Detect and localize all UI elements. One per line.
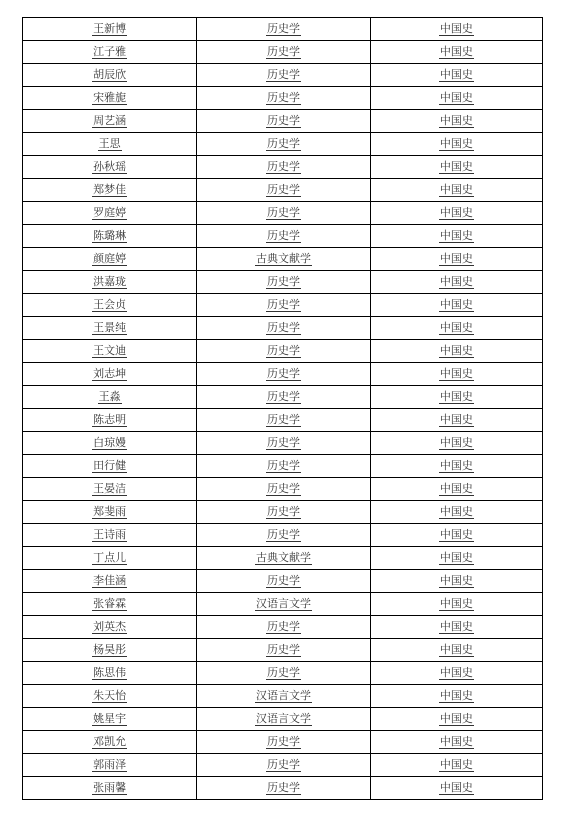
major-cell: [197, 570, 370, 593]
cell-text: 王文迪: [93, 344, 127, 357]
cell-text: 中国史: [439, 206, 473, 219]
student-name-cell: [23, 501, 197, 524]
table-row: [23, 570, 543, 593]
cell-text: 历史学: [266, 275, 300, 288]
table-row: [23, 616, 543, 639]
student-name-cell: [23, 133, 197, 156]
cell-text: 中国史: [439, 321, 473, 334]
major-cell: [197, 524, 370, 547]
major-cell: [197, 662, 370, 685]
cell-text: 历史学: [266, 45, 300, 58]
student-name-cell: [23, 662, 197, 685]
cell-text: 历史学: [266, 459, 300, 472]
table-row: [23, 777, 543, 800]
cell-text: 中国史: [439, 367, 473, 380]
table-row: [23, 501, 543, 524]
cell-text: 历史学: [266, 367, 300, 380]
major-cell: [197, 731, 370, 754]
major-cell: [197, 110, 370, 133]
major-cell: [197, 777, 370, 800]
subject-cell: [370, 524, 542, 547]
major-cell: [197, 432, 370, 455]
subject-cell: [370, 87, 542, 110]
subject-cell: [370, 547, 542, 570]
cell-text: 历史学: [266, 344, 300, 357]
student-name-cell: [23, 87, 197, 110]
table-row: [23, 271, 543, 294]
table-row: [23, 294, 543, 317]
student-name-cell: [23, 616, 197, 639]
cell-text: 中国史: [439, 298, 473, 311]
subject-cell: [370, 777, 542, 800]
student-name-cell: [23, 294, 197, 317]
subject-cell: [370, 363, 542, 386]
table-row: [23, 317, 543, 340]
subject-cell: [370, 64, 542, 87]
cell-text: 中国史: [439, 91, 473, 104]
table-row: [23, 662, 543, 685]
major-cell: [197, 225, 370, 248]
subject-cell: [370, 41, 542, 64]
table-row: [23, 156, 543, 179]
student-name-cell: [23, 570, 197, 593]
table-row: [23, 110, 543, 133]
subject-cell: [370, 616, 542, 639]
cell-text: 历史学: [266, 68, 300, 81]
cell-text: 历史学: [266, 114, 300, 127]
table-row: [23, 248, 543, 271]
cell-text: 郑梦佳: [93, 183, 127, 196]
cell-text: 中国史: [439, 643, 473, 656]
student-name-cell: [23, 317, 197, 340]
cell-text: 历史学: [266, 22, 300, 35]
cell-text: 张睿霖: [93, 597, 127, 610]
cell-text: 中国史: [439, 551, 473, 564]
student-name-cell: [23, 64, 197, 87]
table-row: [23, 754, 543, 777]
table-row: [23, 409, 543, 432]
cell-text: 王新博: [93, 22, 127, 35]
subject-cell: [370, 294, 542, 317]
table-row: [23, 478, 543, 501]
cell-text: 历史学: [266, 390, 300, 403]
cell-text: 历史学: [266, 574, 300, 587]
table-row: [23, 225, 543, 248]
cell-text: 朱天怡: [93, 689, 127, 702]
subject-cell: [370, 340, 542, 363]
table-row: [23, 708, 543, 731]
major-cell: [197, 156, 370, 179]
cell-text: 刘志坤: [93, 367, 127, 380]
major-cell: [197, 708, 370, 731]
student-name-cell: [23, 340, 197, 363]
major-cell: [197, 685, 370, 708]
cell-text: 中国史: [439, 597, 473, 610]
cell-text: 姚星宇: [93, 712, 127, 725]
table-row: [23, 455, 543, 478]
subject-cell: [370, 708, 542, 731]
table-row: [23, 179, 543, 202]
cell-text: 王思: [98, 137, 121, 150]
cell-text: 陈志明: [93, 413, 127, 426]
major-cell: [197, 455, 370, 478]
cell-text: 汉语言文学: [255, 597, 311, 610]
table-row: [23, 202, 543, 225]
subject-cell: [370, 662, 542, 685]
cell-text: 王淼: [98, 390, 121, 403]
cell-text: 历史学: [266, 321, 300, 334]
cell-text: 王会贞: [93, 298, 127, 311]
subject-cell: [370, 156, 542, 179]
cell-text: 中国史: [439, 574, 473, 587]
student-name-cell: [23, 225, 197, 248]
subject-cell: [370, 409, 542, 432]
cell-text: 中国史: [439, 68, 473, 81]
student-name-cell: [23, 110, 197, 133]
cell-text: 陈思伟: [93, 666, 127, 679]
cell-text: 历史学: [266, 528, 300, 541]
student-name-cell: [23, 524, 197, 547]
subject-cell: [370, 202, 542, 225]
major-cell: [197, 294, 370, 317]
cell-text: 颜庭婷: [93, 252, 127, 265]
major-cell: [197, 202, 370, 225]
table-body: [23, 18, 543, 800]
cell-text: 历史学: [266, 735, 300, 748]
cell-text: 中国史: [439, 459, 473, 472]
cell-text: 孙秋瑶: [93, 160, 127, 173]
subject-cell: [370, 248, 542, 271]
cell-text: 历史学: [266, 413, 300, 426]
cell-text: 历史学: [266, 505, 300, 518]
cell-text: 中国史: [439, 758, 473, 771]
cell-text: 中国史: [439, 413, 473, 426]
cell-text: 周艺涵: [93, 114, 127, 127]
cell-text: 田行健: [93, 459, 127, 472]
subject-cell: [370, 570, 542, 593]
major-cell: [197, 340, 370, 363]
major-cell: [197, 547, 370, 570]
table-row: [23, 340, 543, 363]
subject-cell: [370, 110, 542, 133]
cell-text: 王景纯: [93, 321, 127, 334]
student-name-cell: [23, 386, 197, 409]
cell-text: 历史学: [266, 298, 300, 311]
table-row: [23, 133, 543, 156]
cell-text: 江子雅: [93, 45, 127, 58]
major-cell: [197, 363, 370, 386]
subject-cell: [370, 754, 542, 777]
cell-text: 历史学: [266, 482, 300, 495]
cell-text: 历史学: [266, 620, 300, 633]
subject-cell: [370, 179, 542, 202]
table-row: [23, 685, 543, 708]
student-name-cell: [23, 731, 197, 754]
major-cell: [197, 64, 370, 87]
major-cell: [197, 133, 370, 156]
table-row: [23, 432, 543, 455]
cell-text: 古典文献学: [255, 551, 311, 564]
cell-text: 中国史: [439, 183, 473, 196]
major-cell: [197, 317, 370, 340]
cell-text: 罗庭婷: [93, 206, 127, 219]
student-name-cell: [23, 202, 197, 225]
major-cell: [197, 478, 370, 501]
student-table: [22, 17, 543, 800]
table-row: [23, 731, 543, 754]
student-name-cell: [23, 248, 197, 271]
cell-text: 中国史: [439, 137, 473, 150]
table-row: [23, 639, 543, 662]
table-row: [23, 524, 543, 547]
student-name-cell: [23, 685, 197, 708]
student-name-cell: [23, 156, 197, 179]
subject-cell: [370, 501, 542, 524]
cell-text: 宋雅旎: [93, 91, 127, 104]
cell-text: 中国史: [439, 252, 473, 265]
student-name-cell: [23, 409, 197, 432]
major-cell: [197, 754, 370, 777]
student-name-cell: [23, 593, 197, 616]
cell-text: 中国史: [439, 344, 473, 357]
cell-text: 王诗雨: [93, 528, 127, 541]
subject-cell: [370, 317, 542, 340]
subject-cell: [370, 432, 542, 455]
student-name-cell: [23, 271, 197, 294]
cell-text: 中国史: [439, 114, 473, 127]
student-name-cell: [23, 639, 197, 662]
student-name-cell: [23, 363, 197, 386]
cell-text: 中国史: [439, 482, 473, 495]
student-name-cell: [23, 547, 197, 570]
student-name-cell: [23, 754, 197, 777]
cell-text: 中国史: [439, 436, 473, 449]
cell-text: 张雨馨: [93, 781, 127, 794]
cell-text: 汉语言文学: [255, 689, 311, 702]
cell-text: 郭雨泽: [93, 758, 127, 771]
cell-text: 历史学: [266, 781, 300, 794]
cell-text: 杨昊彤: [93, 643, 127, 656]
cell-text: 白琼嫚: [93, 436, 127, 449]
table-row: [23, 87, 543, 110]
table-row: [23, 64, 543, 87]
cell-text: 中国史: [439, 45, 473, 58]
cell-text: 中国史: [439, 735, 473, 748]
major-cell: [197, 271, 370, 294]
cell-text: 历史学: [266, 666, 300, 679]
table-row: [23, 41, 543, 64]
cell-text: 刘英杰: [93, 620, 127, 633]
cell-text: 中国史: [439, 229, 473, 242]
cell-text: 邓凯允: [93, 735, 127, 748]
subject-cell: [370, 225, 542, 248]
cell-text: 历史学: [266, 183, 300, 196]
cell-text: 中国史: [439, 689, 473, 702]
cell-text: 陈璐琳: [93, 229, 127, 242]
cell-text: 历史学: [266, 160, 300, 173]
cell-text: 历史学: [266, 436, 300, 449]
major-cell: [197, 18, 370, 41]
cell-text: 王晏洁: [93, 482, 127, 495]
cell-text: 历史学: [266, 91, 300, 104]
cell-text: 汉语言文学: [255, 712, 311, 725]
student-name-cell: [23, 41, 197, 64]
table-row: [23, 547, 543, 570]
subject-cell: [370, 386, 542, 409]
cell-text: 中国史: [439, 712, 473, 725]
subject-cell: [370, 731, 542, 754]
cell-text: 中国史: [439, 505, 473, 518]
major-cell: [197, 409, 370, 432]
cell-text: 洪嘉珑: [93, 275, 127, 288]
student-name-cell: [23, 478, 197, 501]
table-row: [23, 18, 543, 41]
cell-text: 中国史: [439, 275, 473, 288]
major-cell: [197, 179, 370, 202]
table-row: [23, 363, 543, 386]
student-name-cell: [23, 179, 197, 202]
cell-text: 中国史: [439, 528, 473, 541]
subject-cell: [370, 455, 542, 478]
subject-cell: [370, 18, 542, 41]
cell-text: 历史学: [266, 229, 300, 242]
subject-cell: [370, 271, 542, 294]
major-cell: [197, 639, 370, 662]
cell-text: 中国史: [439, 22, 473, 35]
cell-text: 李佳涵: [93, 574, 127, 587]
major-cell: [197, 501, 370, 524]
student-name-cell: [23, 432, 197, 455]
student-name-cell: [23, 18, 197, 41]
cell-text: 中国史: [439, 781, 473, 794]
cell-text: 胡辰欣: [93, 68, 127, 81]
cell-text: 中国史: [439, 620, 473, 633]
cell-text: 中国史: [439, 390, 473, 403]
cell-text: 丁点儿: [93, 551, 127, 564]
cell-text: 历史学: [266, 758, 300, 771]
subject-cell: [370, 133, 542, 156]
subject-cell: [370, 478, 542, 501]
major-cell: [197, 248, 370, 271]
table-row: [23, 386, 543, 409]
cell-text: 中国史: [439, 160, 473, 173]
major-cell: [197, 87, 370, 110]
cell-text: 中国史: [439, 666, 473, 679]
major-cell: [197, 386, 370, 409]
subject-cell: [370, 685, 542, 708]
student-name-cell: [23, 777, 197, 800]
major-cell: [197, 616, 370, 639]
major-cell: [197, 593, 370, 616]
cell-text: 古典文献学: [255, 252, 311, 265]
student-name-cell: [23, 708, 197, 731]
subject-cell: [370, 593, 542, 616]
cell-text: 历史学: [266, 137, 300, 150]
cell-text: 历史学: [266, 206, 300, 219]
cell-text: 历史学: [266, 643, 300, 656]
subject-cell: [370, 639, 542, 662]
student-name-cell: [23, 455, 197, 478]
major-cell: [197, 41, 370, 64]
cell-text: 郑斐雨: [93, 505, 127, 518]
table-row: [23, 593, 543, 616]
